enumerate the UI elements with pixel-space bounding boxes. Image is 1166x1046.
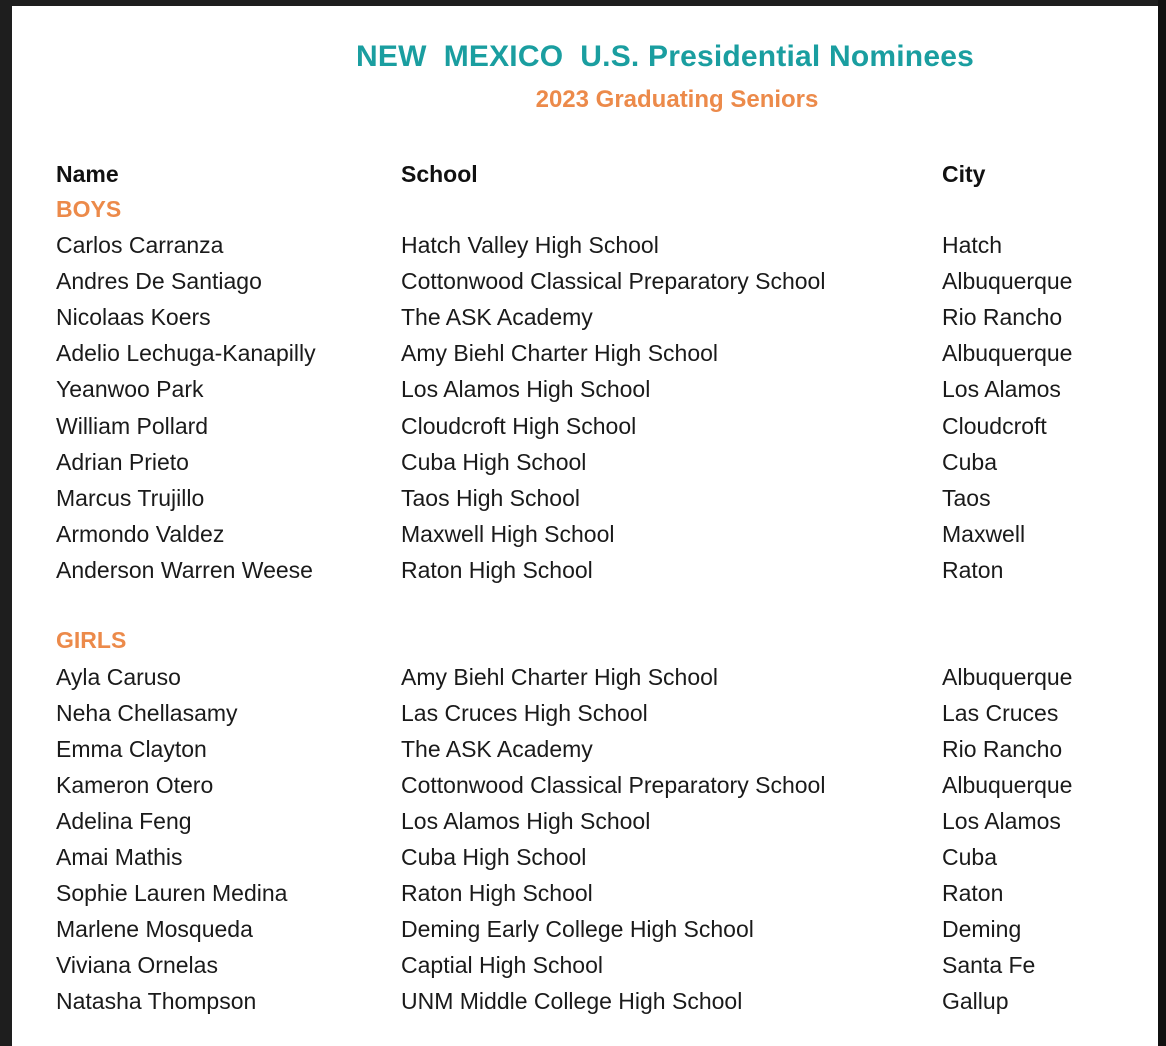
- city-name: Deming: [942, 916, 1022, 942]
- section-label-girls: GIRLS: [56, 627, 127, 653]
- school-name: Amy Biehl Charter High School: [401, 664, 719, 690]
- page-subtitle: 2023 Graduating Seniors: [535, 86, 819, 113]
- city-name: Albuquerque: [942, 340, 1073, 367]
- table-row: [12, 767, 1158, 803]
- school-name: Cuba High School: [401, 844, 587, 870]
- student-name: William Pollard: [56, 412, 209, 439]
- city-name: Taos: [942, 484, 991, 511]
- student-name: Andres De Santiago: [56, 268, 262, 295]
- city-name: Santa Fe: [942, 952, 1036, 978]
- student-name: Natasha Thompson: [56, 988, 257, 1014]
- column-header-name: Name: [56, 161, 119, 187]
- city-name: Cloudcroft: [942, 412, 1047, 439]
- student-name: Carlos Carranza: [56, 232, 224, 258]
- city-name: Rio Rancho: [942, 736, 1063, 762]
- school-name: Maxwell High School: [401, 520, 615, 547]
- city-name: Los Alamos: [942, 808, 1061, 834]
- city-name: Cuba: [942, 844, 997, 870]
- table-row: [12, 875, 1158, 911]
- city-name: Albuquerque: [942, 268, 1073, 295]
- student-name: Yeanwoo Park: [56, 376, 204, 403]
- city-name: Hatch: [942, 232, 1003, 258]
- table-row: [12, 695, 1158, 731]
- school-name: Los Alamos High School: [401, 376, 651, 403]
- student-name: Ayla Caruso: [56, 664, 181, 690]
- school-name: Raton High School: [401, 880, 593, 906]
- student-name: Adelina Feng: [56, 808, 192, 834]
- city-name: Las Cruces: [942, 700, 1059, 726]
- school-name: Taos High School: [401, 484, 580, 511]
- school-name: Los Alamos High School: [401, 808, 651, 834]
- table-row: [12, 335, 1158, 371]
- school-name: Cuba High School: [401, 448, 587, 475]
- window-edge: [1158, 0, 1166, 1046]
- city-name: Albuquerque: [942, 664, 1073, 690]
- student-name: Marcus Trujillo: [56, 484, 205, 511]
- city-name: Los Alamos: [942, 376, 1061, 403]
- table-row: [12, 263, 1158, 299]
- school-name: The ASK Academy: [401, 736, 593, 762]
- school-name: UNM Middle College High School: [401, 988, 743, 1014]
- table-row: [12, 227, 1158, 263]
- student-name: Sophie Lauren Medina: [56, 880, 288, 906]
- school-name: Deming Early College High School: [401, 916, 754, 942]
- school-name: Hatch Valley High School: [401, 232, 659, 258]
- table-row: [12, 408, 1158, 444]
- table-row: [12, 983, 1158, 1019]
- city-name: Raton: [942, 880, 1004, 906]
- student-name: Emma Clayton: [56, 736, 207, 762]
- city-name: Rio Rancho: [942, 304, 1063, 331]
- school-name: Raton High School: [401, 556, 593, 583]
- student-name: Armondo Valdez: [56, 520, 225, 547]
- student-name: Viviana Ornelas: [56, 952, 218, 978]
- student-name: Nicolaas Koers: [56, 304, 211, 331]
- school-name: Amy Biehl Charter High School: [401, 340, 719, 367]
- column-header-city: City: [942, 161, 986, 187]
- city-name: Cuba: [942, 448, 997, 475]
- table-row: [12, 480, 1158, 516]
- table-row: [12, 659, 1158, 695]
- table-row: [12, 299, 1158, 335]
- table-row: [12, 803, 1158, 839]
- school-name: Cottonwood Classical Preparatory School: [401, 268, 826, 295]
- student-name: Kameron Otero: [56, 772, 214, 798]
- table-row: [12, 947, 1158, 983]
- school-name: The ASK Academy: [401, 304, 593, 331]
- city-name: Raton: [942, 556, 1004, 583]
- table-row: [12, 516, 1158, 552]
- school-name: Cloudcroft High School: [401, 412, 637, 439]
- document-page: [12, 6, 1158, 1046]
- student-name: Neha Chellasamy: [56, 700, 238, 726]
- table-row: [12, 839, 1158, 875]
- student-name: Adrian Prieto: [56, 448, 189, 475]
- section-label-boys: BOYS: [56, 196, 122, 222]
- table-row: [12, 371, 1158, 407]
- table-row: [12, 552, 1158, 588]
- city-name: Albuquerque: [942, 772, 1073, 798]
- table-header: [12, 156, 1158, 192]
- school-name: Captial High School: [401, 952, 604, 978]
- student-name: Anderson Warren Weese: [56, 556, 313, 583]
- student-name: Adelio Lechuga-Kanapilly: [56, 340, 316, 367]
- city-name: Maxwell: [942, 520, 1026, 547]
- school-name: Cottonwood Classical Preparatory School: [401, 772, 826, 798]
- school-name: Las Cruces High School: [401, 700, 648, 726]
- student-name: Amai Mathis: [56, 844, 183, 870]
- page-title: NEW MEXICO U.S. Presidential Nominees: [356, 40, 974, 73]
- column-header-school: School: [401, 161, 478, 187]
- table-row: [12, 731, 1158, 767]
- table-row: [12, 444, 1158, 480]
- city-name: Gallup: [942, 988, 1009, 1014]
- student-name: Marlene Mosqueda: [56, 916, 253, 942]
- table-row: [12, 911, 1158, 947]
